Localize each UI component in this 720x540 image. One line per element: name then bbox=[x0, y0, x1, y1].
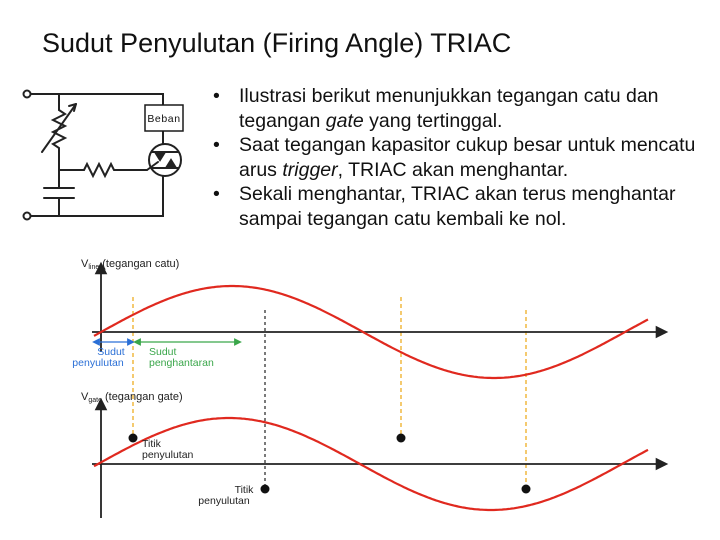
bullet-item: • Ilustrasi berikut menunjukkan tegangan catu dan tegangan gate yang tertinggal. bbox=[208, 84, 708, 133]
firing-point-dot bbox=[261, 485, 270, 494]
conduction-angle-label: Sudut bbox=[149, 346, 177, 358]
bullet-item: • Saat tegangan kapasitor cukup besar untuk mencatu arus trigger, TRIAC akan menghantar. bbox=[208, 133, 708, 182]
firing-angle-label: penyulutan bbox=[72, 357, 124, 369]
firing-point-label: penyulutan bbox=[142, 449, 194, 461]
firing-point-dot bbox=[129, 434, 138, 443]
firing-point-dot bbox=[397, 434, 406, 443]
slide-title: Sudut Penyulutan (Firing Angle) TRIAC bbox=[42, 28, 512, 58]
vgate-axis-label: Vgate (tegangan gate) bbox=[81, 391, 183, 404]
firing-point-label: penyulutan bbox=[198, 495, 250, 507]
vline-axis-label: Vline (tegangan catu) bbox=[81, 258, 180, 271]
firing-point-label: Titik bbox=[142, 438, 161, 450]
bullet-item: • Sekali menghantar, TRIAC akan terus menghantar sampai tegangan catu kembali ke nol. bbox=[208, 182, 708, 231]
firing-point-label: Titik bbox=[234, 484, 254, 496]
conduction-angle-label: penghantaran bbox=[149, 357, 214, 369]
load-label: Beban bbox=[147, 113, 181, 125]
firing-point-dot bbox=[522, 485, 531, 494]
firing-angle-label: Sudut bbox=[97, 346, 125, 358]
